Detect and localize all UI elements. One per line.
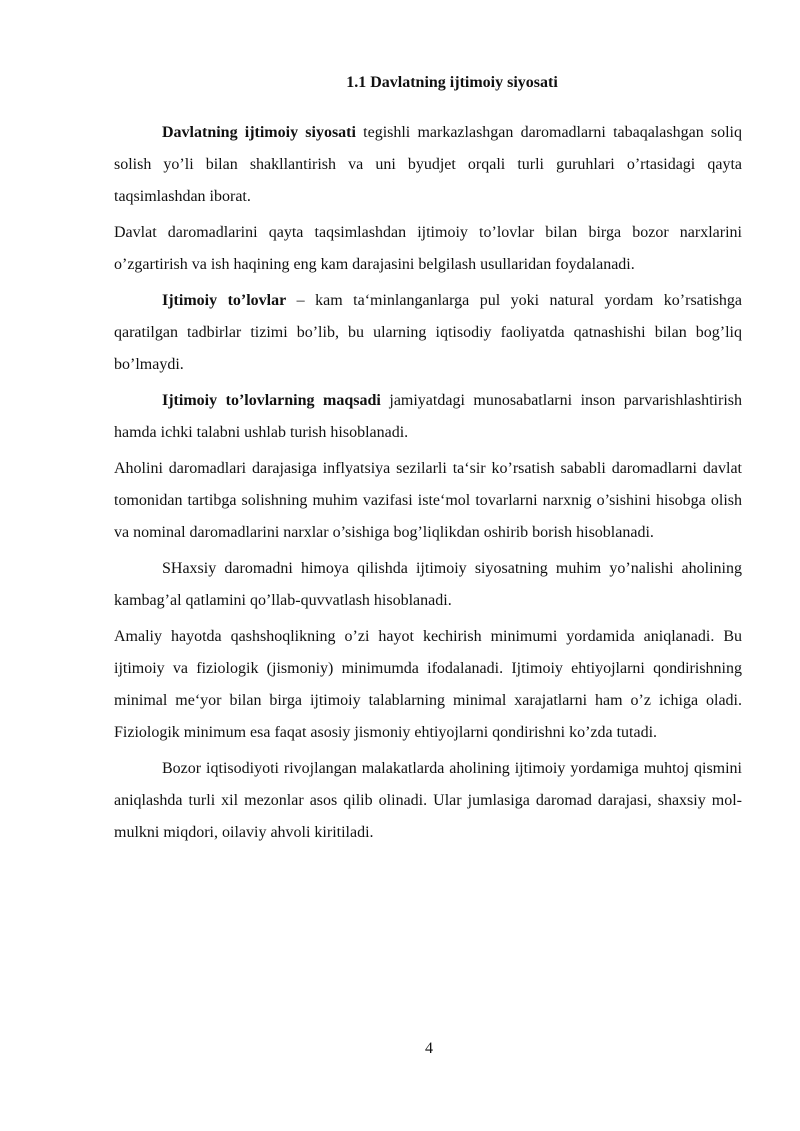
paragraph-3-term: Ijtimoiy to’lovlar	[162, 292, 287, 309]
paragraph-1-text: tegishli markazlashgan daromadlarni tabaqalashgan soliq solish yo’li bilan shakllantirish va uni byudjet orqali turli guruhlari o’rtasidagi qayta taqsimlashdan iborat.	[114, 124, 743, 205]
paragraph-2-text: Davlat daromadlarini qayta taqsimlashdan ijtimoiy to’lovlar bilan birga bozor narxlarini o’zgartirish va ish haqining eng kam darajasini belgilash usullaridan foydalanadi.	[114, 224, 742, 273]
paragraph-5-text: Aholini daromadlari darajasiga inflyatsiya sezilarli ta‘sir ko’rsatish sababli daromadlarni davlat tomonidan tartibga solishning muhim vazifasi iste‘mol tovarlarni narxnig o’sishini hisobga olish va nominal daromadlarini narxlar o’sishiga bog’liqlikdan oshirib borish hisoblanadi.	[114, 460, 742, 541]
paragraph-7	[114, 621, 742, 749]
paragraph-7-text: Amaliy hayotda qashshoqlikning o’zi hayot kechirish minimumi yordamida aniqlanadi. Bu ijtimoiy va fiziologik (jismoniy) minimumda ifodalanadi. Ijtimoiy ehtiyojlarni qondirishning minimal me‘yor bilan birga ijtimoiy talablarning minimal xarajatlarni ham o’z ichiga oladi. Fiziologik minimum esa faqat asosiy jismoniy ehtiyojlarni qondirishni ko’zda tutadi.	[114, 628, 742, 741]
paragraph-3	[114, 285, 742, 381]
paragraph-6-text: SHaxsiy daromadni himoya qilishda ijtimoiy siyosatning muhim yo’nalishi aholining kambag’al qatlamini qo’llab-quvvatlash hisoblanadi.	[114, 560, 742, 609]
paragraph-1-term: Davlatning ijtimoiy siyosati	[162, 124, 356, 141]
paragraph-3-text: – kam ta‘minlanganlarga pul yoki natural yordam ko’rsatishga qaratilgan tadbirlar tizimi bo’lib, bu ularning iqtisodiy faoliyatda qatnashishi bilan bog’liq bo’lmaydi.	[114, 292, 742, 373]
paragraph-6	[114, 553, 742, 617]
paragraph-1	[114, 117, 742, 213]
paragraph-4-term: Ijtimoiy to’lovlarning maqsadi	[162, 392, 381, 409]
paragraph-8	[114, 753, 742, 849]
paragraph-8-text: Bozor iqtisodiyoti rivojlangan malakatlarda aholining ijtimoiy yordamiga muhtoj qismini aniqlashda turli xil mezonlar asos qilib olinadi. Ular jumlasiga daromad darajasi, shaxsiy mol-mulkni miqdori, oilaviy ahvoli kiritiladi.	[114, 760, 742, 841]
paragraph-4	[114, 385, 742, 449]
page-number: 4	[425, 1040, 433, 1057]
body-text	[114, 117, 742, 849]
paragraph-4-text: jamiyatdagi munosabatlarni inson parvarishlashtirish hamda ichki talabni ushlab turish hisoblanadi.	[114, 392, 742, 441]
paragraph-5	[114, 453, 742, 549]
paragraph-2	[114, 217, 742, 281]
section-heading: 1.1 Davlatning ijtimoiy siyosati	[346, 74, 558, 91]
